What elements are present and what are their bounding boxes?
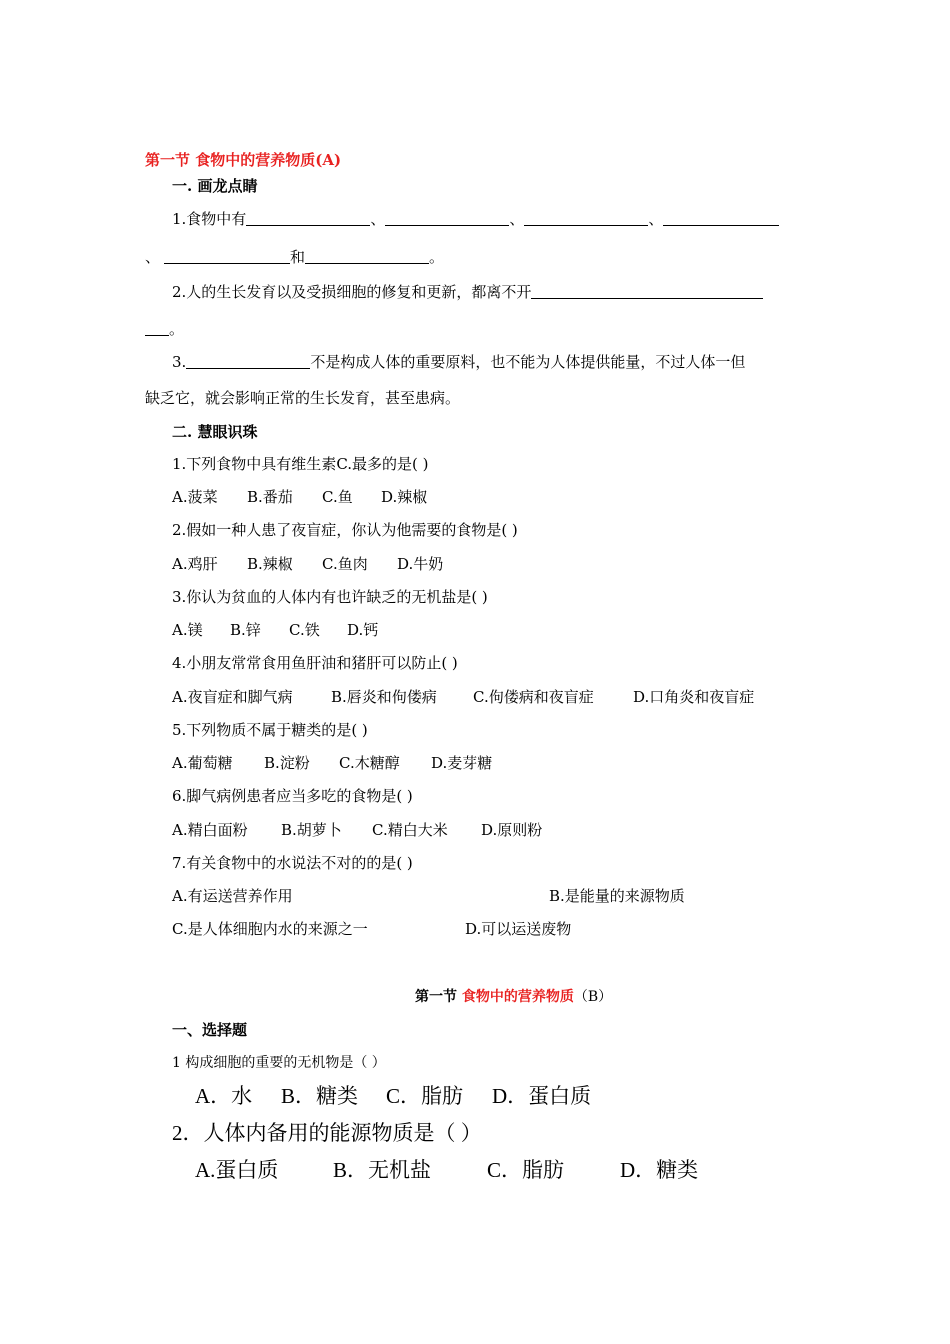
option[interactable]: A.鸡肝 — [172, 555, 218, 573]
mc-q4-stem: 4.小朋友常常食用鱼肝油和猪肝可以防止( ) — [172, 654, 458, 672]
option[interactable]: C.是人体细胞内水的来源之一 — [172, 920, 368, 938]
option[interactable]: D．糖类 — [620, 1158, 699, 1182]
mc-q7-options-row1 — [172, 889, 872, 907]
mc-q1-options — [172, 490, 872, 508]
mc-q3-options — [172, 623, 872, 641]
option[interactable]: A.蛋白质 — [195, 1158, 279, 1182]
mc-q7-stem: 7.有关食物中的水说法不对的的是( ) — [172, 854, 413, 872]
mc-q3-stem: 3.你认为贫血的人体内有也许缺乏的无机盐是( ) — [172, 588, 488, 606]
mc-q7-options-row2 — [172, 922, 872, 940]
option[interactable]: D．蛋白质 — [492, 1084, 592, 1108]
section-a-title: 第一节 食物中的营养物质(A) — [145, 151, 342, 169]
fill-q1-prefix: 1.食物中有 — [172, 210, 247, 228]
option[interactable]: D.辣椒 — [381, 488, 428, 506]
option[interactable]: B.锌 — [230, 621, 261, 639]
option[interactable]: B.淀粉 — [264, 754, 310, 772]
option[interactable]: A.菠菜 — [172, 488, 218, 506]
option[interactable]: C.木糖醇 — [339, 754, 400, 772]
answer-blank[interactable] — [246, 211, 370, 226]
option[interactable]: D.可以运送废物 — [465, 920, 572, 938]
b-q2-options — [195, 1160, 795, 1186]
b-q2-stem: 2．人体内备用的能源物质是（ ） — [172, 1121, 482, 1145]
option[interactable]: C．脂肪 — [487, 1158, 565, 1182]
option[interactable]: B.胡萝卜 — [281, 821, 342, 839]
answer-blank[interactable] — [524, 211, 648, 226]
option[interactable]: D.原则粉 — [481, 821, 543, 839]
option[interactable]: B.唇炎和佝偻病 — [331, 688, 437, 706]
fill-q2-text: 2.人的生长发育以及受损细胞的修复和更新，都离不开 — [172, 283, 532, 301]
answer-blank[interactable] — [164, 249, 290, 264]
fill-q3-line2: 缺乏它，就会影响正常的生长发育，甚至患病。 — [145, 389, 461, 407]
mc-q5-stem: 5.下列物质不属于糖类的是( ) — [172, 721, 368, 739]
option[interactable]: B．无机盐 — [333, 1158, 432, 1182]
section-b-title: 第一节 食物中的营养物质（B） — [415, 989, 613, 1005]
option[interactable]: D.口角炎和夜盲症 — [633, 688, 755, 706]
fill-q2-line1 — [172, 284, 763, 300]
fill-q1-line1: 1.食物中有 、 、 、 — [172, 211, 779, 227]
option[interactable]: B.番茄 — [247, 488, 293, 506]
option[interactable]: D.钙 — [347, 621, 379, 639]
part2-heading: 二. 慧眼识珠 — [172, 423, 258, 441]
fill-q1-line2: 、 和 。 — [145, 248, 445, 266]
mc-q2-stem: 2.假如一种人患了夜盲症，你认为他需要的食物是( ) — [172, 521, 518, 539]
option[interactable]: D.麦芽糖 — [431, 754, 493, 772]
option[interactable]: A.夜盲症和脚气病 — [172, 688, 293, 706]
option[interactable]: D.牛奶 — [397, 555, 444, 573]
option[interactable]: C.精白大米 — [372, 821, 448, 839]
mc-q4-options — [172, 690, 872, 708]
answer-blank[interactable] — [531, 284, 763, 299]
b-q1-options — [195, 1086, 795, 1112]
fill-q2-line2: 。 — [145, 321, 184, 337]
answer-blank[interactable] — [145, 321, 169, 336]
option[interactable]: C.佝偻病和夜盲症 — [473, 688, 594, 706]
section-b-heading: 一、选择题 — [172, 1021, 248, 1039]
option[interactable]: A.精白面粉 — [172, 821, 248, 839]
option[interactable]: C.鱼肉 — [322, 555, 368, 573]
answer-blank[interactable] — [385, 211, 509, 226]
answer-blank[interactable] — [663, 211, 779, 226]
option[interactable]: B.辣椒 — [247, 555, 293, 573]
b-q1-stem: 1 构成细胞的重要的无机物是（ ） — [172, 1055, 386, 1071]
mc-q5-options — [172, 756, 872, 774]
option[interactable]: A.有运送营养作用 — [172, 887, 293, 905]
option[interactable]: C.铁 — [289, 621, 320, 639]
mc-q2-options — [172, 557, 872, 575]
mc-q6-stem: 6.脚气病例患者应当多吃的食物是( ) — [172, 787, 413, 805]
option[interactable]: A.镁 — [172, 621, 203, 639]
answer-blank[interactable] — [186, 354, 310, 369]
option[interactable]: C．脂肪 — [386, 1084, 464, 1108]
mc-q1-stem: 1.下列食物中具有维生素C.最多的是( ) — [172, 455, 429, 473]
answer-blank[interactable] — [305, 249, 429, 264]
option[interactable]: A．水 — [195, 1084, 253, 1108]
part1-heading: 一. 画龙点睛 — [172, 177, 258, 195]
fill-q3-line1: 3. 不是构成人体的重要原料，也不能为人体提供能量，不过人体一但 — [172, 353, 746, 371]
option[interactable]: C.鱼 — [322, 488, 353, 506]
option[interactable]: B.是能量的来源物质 — [549, 887, 685, 905]
option[interactable]: A.葡萄糖 — [172, 754, 233, 772]
mc-q6-options — [172, 823, 872, 841]
option[interactable]: B．糖类 — [281, 1084, 359, 1108]
